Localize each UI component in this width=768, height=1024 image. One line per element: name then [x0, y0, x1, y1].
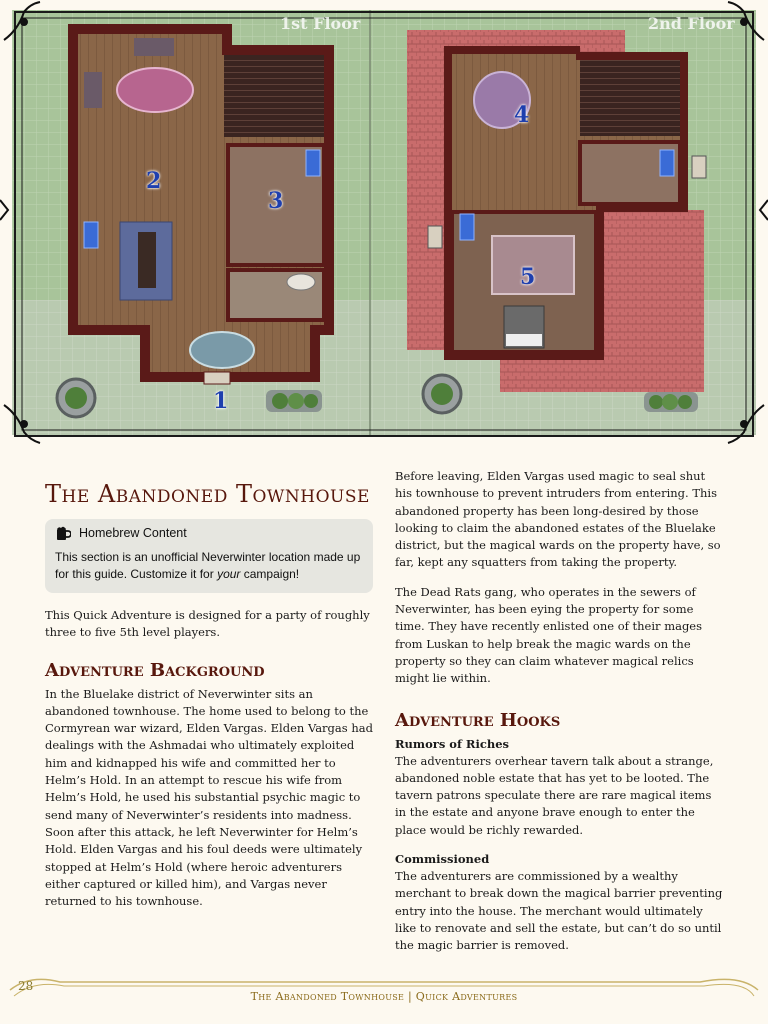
page-title: The Abandoned Townhouse [45, 480, 370, 508]
fireplace-2 [306, 150, 320, 176]
room-number-1: 1 [213, 388, 229, 414]
floor-2-label: 2nd Floor [648, 14, 735, 33]
intro-paragraph: This Quick Adventure is designed for a party of roughly three to five 5th level players. [45, 608, 370, 640]
note-text-before: This section is an unofficial Neverwinter location made up for this guide. Customize it for [55, 550, 361, 581]
footer-text: The Abandoned Townhouse | Quick Adventures [250, 990, 518, 1003]
note-text-emphasis: your [217, 567, 241, 581]
note-body [55, 549, 363, 583]
hooks-heading: Adventure Hooks [395, 709, 561, 731]
hook-2-title: Commissioned [395, 852, 490, 867]
floor-1-label: 1st Floor [280, 14, 361, 33]
first-floor-plan [68, 24, 334, 384]
second-floor-plan [407, 30, 706, 392]
right-paragraph-2: The Dead Rats gang, who operates in the sewers of Neverwinter, has been eying the property for some time. They have recently enlisted one of their mages from Luskan to help break the magic wards on the property so they can claim whatever magical relics might lie within. [395, 584, 703, 686]
map-illustration [0, 0, 768, 445]
room-number-3: 3 [268, 188, 284, 214]
front-door [204, 372, 230, 384]
right-paragraph-1: Before leaving, Elden Vargas used magic to seal shut his townhouse to prevent intruders from entering. This abandoned property has been long-desired by those looking to claim the abandoned estates of the Bluelake district, but the magical wards on the property have, so far, kept any squatters from taking the property. [395, 469, 721, 570]
hook-2-text: The adventurers are commissioned by a wealthy merchant to break down the magical barrier preventing entry into the house. The merchant would ultimately like to renovate and sell the estate, but can’t do so until the magic barrier is removed. [395, 869, 723, 953]
background-paragraph: In the Bluelake district of Neverwinter sits an abandoned townhouse. The home used to belong to the Cormyrean war wizard, Elden Vargas. Elden Vargas had dealings with the Ashmadai who ultimately exploited him and kidnapped his wife and committed her to Helm’s Hold. In an attempt to rescue his wife from Helm’s Hold, he used his substantial psychic magic to send many of Neverwinter’s residents into madness. Soon after this attack, he left Neverwinter for Helm’s Hold. Elden Vargas and his foul deeds were ultimately stopped at Helm’s Hold (where heroic adventurers either captured or killed him), and Vargas never returned to his townhouse. [45, 686, 373, 909]
left-column [45, 465, 373, 910]
townhouse-floor-plan [0, 0, 768, 445]
entry-rug [190, 332, 254, 368]
staircase [224, 55, 324, 137]
fireplace-1 [84, 222, 98, 248]
hook-1-title: Rumors of Riches [395, 736, 509, 751]
hook-1-text: The adventurers overhear tavern talk about a strange, abandoned noble estate that has yet to be looted. The tavern patrons speculate there are rare magical items in the estate and anyone brave enough to enter the place would be richly rewarded. [395, 753, 714, 837]
rug [117, 68, 193, 112]
room-number-4: 4 [514, 102, 530, 128]
background-heading: Adventure Background [45, 659, 265, 681]
right-column [395, 468, 725, 955]
page-number: 28 [18, 979, 34, 993]
room-number-2: 2 [146, 168, 162, 194]
note-title: Homebrew Content [79, 526, 187, 540]
homebrew-note [45, 519, 373, 593]
room-number-5: 5 [520, 264, 536, 290]
note-text-after: campaign! [240, 567, 300, 581]
mug-icon [55, 525, 71, 541]
